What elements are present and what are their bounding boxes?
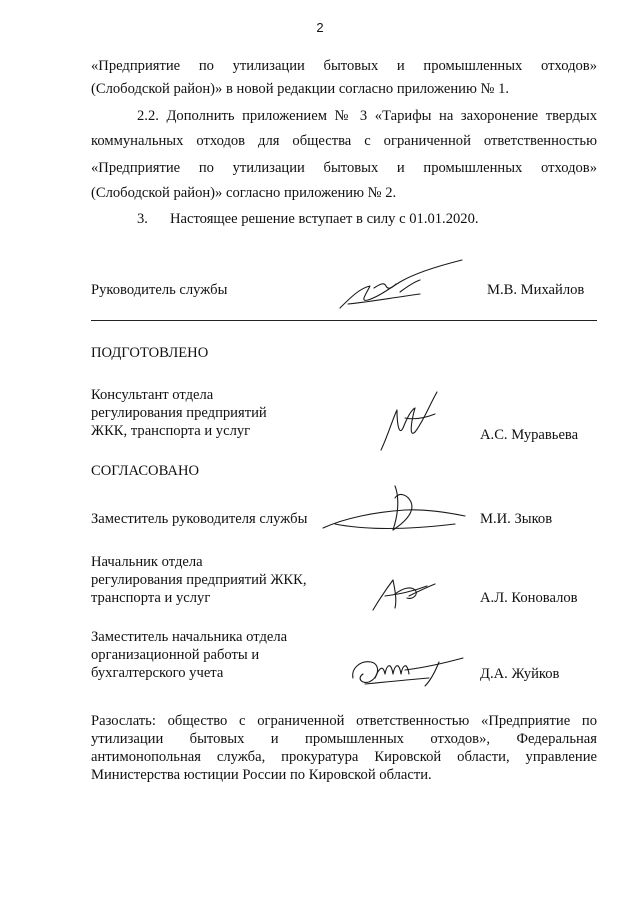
agreed-name: М.И. Зыков [480,511,553,527]
head-name: М.В. Михайлов [487,282,585,298]
position-line: регулирования предприятий ЖКК, [91,572,307,588]
distribution-line: Министерства юстиции России по Кировской области. [91,767,432,783]
position-line: ЖКК, транспорта и услуг [91,423,251,439]
head-position: Руководитель службы [91,282,228,298]
paragraph-line: коммунальных отходов для общества с ограниченной ответственностью [91,133,597,149]
agreed-signature-image [345,648,470,692]
position-line: Начальник отдела [91,554,203,570]
page-number: 2 [316,20,324,35]
position-line: транспорта и услуг [91,590,211,606]
agreed-signature-image [365,566,445,616]
paragraph-line: «Предприятие по утилизации бытовых и промышленных отходов» [91,160,597,176]
paragraph-text: Настоящее решение вступает в силу с 01.01.2020. [170,211,479,227]
paragraph-line: 2.2. Дополнить приложением № 3 «Тарифы на захоронение твердых [137,108,597,124]
paragraph-number: 3. [137,211,148,227]
position-line: регулирования предприятий [91,405,267,421]
distribution-line: утилизации бытовых и промышленных отходов», Федеральная [91,731,597,747]
prepared-position [91,386,267,440]
agreed-position: Заместитель руководителя службы [91,511,308,527]
agreed-heading: СОГЛАСОВАНО [91,463,200,479]
prepared-signature-image [375,388,445,458]
position-line: Заместитель начальника отдела [91,629,288,645]
position-line: бухгалтерского учета [91,665,224,681]
agreed-signature-image [315,472,475,542]
agreed-position [91,553,307,607]
paragraph-line: «Предприятие по утилизации бытовых и промышленных отходов» [91,58,597,74]
prepared-name: А.С. Муравьева [480,427,579,443]
prepared-heading: ПОДГОТОВЛЕНО [91,345,209,361]
agreed-position [91,628,287,682]
agreed-name: Д.А. Жуйков [480,666,560,682]
paragraph-line: (Слободской район)» согласно приложению № 2. [91,185,397,201]
agreed-name: А.Л. Коновалов [480,590,578,606]
paragraph-line: (Слободской район)» в новой редакции согласно приложению № 1. [91,81,510,97]
position-line: организационной работы и [91,647,260,663]
head-signature-image [330,258,470,318]
position-line: Консультант отдела [91,387,214,403]
distribution-line: антимонопольная служба, прокуратура Кировской области, управление [91,749,597,765]
divider-line [91,320,597,321]
distribution-line: Разослать: общество с ограниченной ответственностью «Предприятие по [91,713,597,729]
